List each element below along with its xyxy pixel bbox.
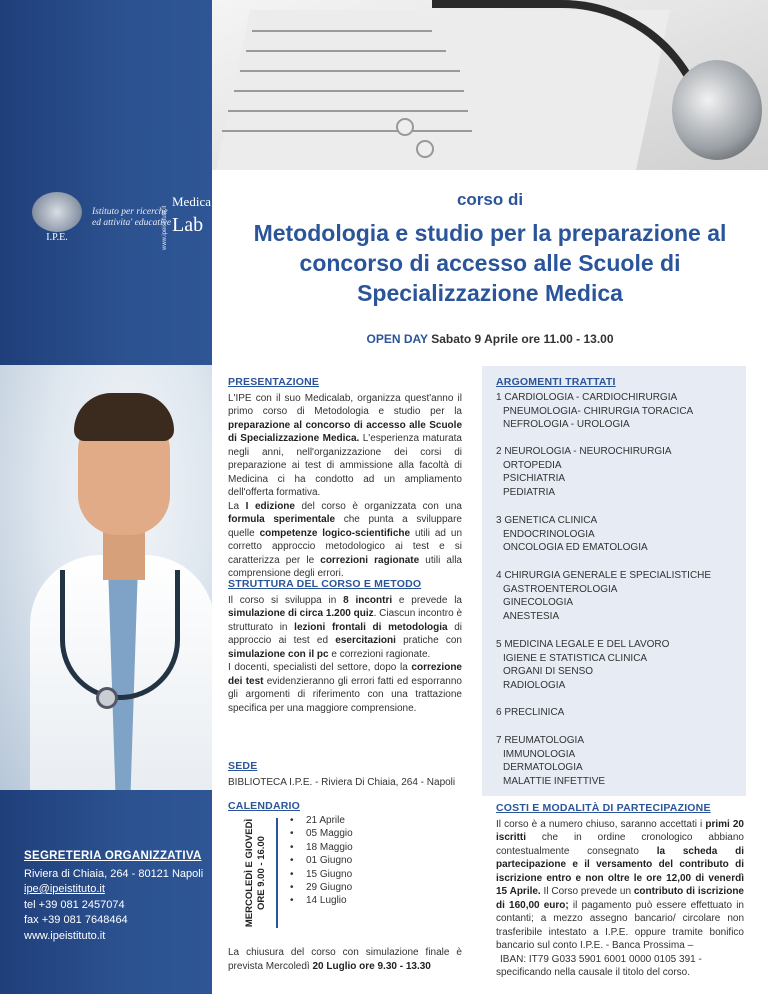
topic-item: PSICHIATRIA: [503, 473, 566, 485]
topic-group-5: [496, 638, 669, 692]
text-run: Il Corso prevede un: [540, 886, 634, 897]
segreteria-email-link[interactable]: ipe@ipeistituto.it: [24, 883, 105, 895]
struttura-section: [228, 578, 462, 715]
text-line-2: [246, 50, 446, 52]
text-run: evidenzieranno gli errori fatti ed esporranno gli argomenti di riferimento con una trattazione specifica per una maggiore comprensione.: [228, 675, 462, 714]
topic-item: 3 GENETICA CLINICA: [496, 515, 598, 526]
presentazione-paragraph-1: [228, 392, 462, 500]
date-item: • 14 Luglio: [290, 894, 353, 907]
calendario-closing: [228, 946, 462, 973]
open-day-text: Sabato 9 Aprile ore 11.00 - 13.00: [431, 332, 614, 346]
text-bold: simulazione di circa 1.200 quiz: [228, 608, 374, 619]
topic-group-7: [496, 734, 605, 788]
hair-shape: [74, 393, 174, 441]
text-run: La chiusura del corso con simulazione finale è prevista Mercoledì: [228, 947, 462, 972]
costi-causale: specificando nella causale il titolo del corso.: [496, 967, 690, 978]
text-run: che punta a sviluppare quelle: [228, 514, 462, 539]
topic-group-3: [496, 514, 648, 555]
topic-item: GASTROENTEROLOGIA: [503, 583, 618, 595]
text-run: I docenti, specialisti del settore, dopo la: [228, 662, 412, 673]
text-bold: correzione dei test: [228, 662, 462, 687]
topic-item: GINECOLOGIA: [503, 597, 574, 609]
costi-iban: IBAN: IT79 G033 5901 6001 0000 0105 391 -: [500, 953, 702, 965]
date-item: • 18 Maggio: [290, 841, 353, 854]
calendario-dates-list: [290, 814, 353, 908]
topic-item: ORTOPEDIA: [503, 459, 562, 471]
calendario-days-vertical: [244, 818, 274, 928]
tagline-line-2: ed attivita' educative: [92, 218, 172, 228]
struttura-title: STRUTTURA DEL CORSO E METODO: [228, 578, 422, 590]
segreteria-web-link[interactable]: www.ipeistituto.it: [24, 929, 106, 942]
text-run: utili alla comprensione degli errori.: [228, 554, 462, 579]
text-run: pratiche con: [395, 635, 462, 646]
text-bold: 8 incontri: [343, 594, 393, 606]
date-item: • 29 Giugno: [290, 881, 353, 894]
topic-item: ANESTESIA: [503, 610, 560, 622]
topic-item: 5 MEDICINA LEGALE E DEL LAVORO: [496, 639, 670, 650]
topic-item: PNEUMOLOGIA- CHIRURGIA TORACICA: [503, 405, 694, 417]
text-run: Il corso si sviluppa in: [228, 594, 344, 606]
topic-group-2: [496, 445, 672, 499]
segreteria-title: SEGRETERIA ORGANIZZATIVA: [24, 850, 202, 862]
date-item: • 15 Giugno: [290, 868, 353, 881]
presentazione-paragraph-2: [228, 500, 462, 581]
argomenti-title: ARGOMENTI TRATTATI: [496, 376, 616, 388]
title-line-3: Specializzazione Medica: [357, 280, 623, 306]
text-run: L'IPE con il suo Medicalab, organizza quest'anno il primo corso di Metodologia e studio per la: [228, 392, 462, 417]
text-bold: competenze logico-scientifiche: [259, 527, 411, 539]
text-run: Il corso è a numero chiuso, saranno accettati i: [496, 818, 706, 830]
struttura-paragraph-1: [228, 594, 462, 662]
text-bold: simulazione con il pc: [228, 648, 329, 660]
argomenti-title-wrap: [496, 376, 616, 392]
text-bold: I edizione: [245, 500, 295, 512]
segreteria-address: Riviera di Chiaia, 264 - 80121 Napoli: [24, 867, 204, 880]
costi-section: [496, 802, 744, 980]
text-bold: preparazione al concorso di accesso alle Scuole di Specializzazione Medica.: [228, 419, 462, 444]
open-day-label: OPEN DAY: [366, 332, 428, 346]
stethoscope-earpiece-icon: [396, 118, 414, 136]
title-line-1: Metodologia e studio per la preparazione al: [253, 220, 727, 246]
text-run: del corso è organizzata con una: [294, 500, 462, 512]
text-line-3: [240, 70, 460, 72]
text-run: che in ordine cronologico abbiano contestualmente consegnato: [496, 832, 744, 857]
text-run: e correzioni ragionate.: [328, 648, 431, 660]
topic-item: 4 CHIRURGIA GENERALE E SPECIALISTICHE: [496, 570, 712, 581]
ipe-logo: [26, 192, 88, 250]
struttura-paragraph-2: [228, 661, 462, 715]
lab-logo-text: Lab: [172, 214, 204, 236]
topic-item: IGIENE E STATISTICA CLINICA: [503, 652, 648, 664]
text-bold: formula sperimentale: [228, 514, 336, 525]
topic-item: 2 NEUROLOGIA - NEUROCHIRURGIA: [496, 446, 672, 457]
segreteria-block: [24, 849, 204, 944]
stethoscope-book-photo: [212, 0, 768, 170]
topic-group-6: [496, 706, 564, 720]
costi-title: COSTI E MODALITÀ DI PARTECIPAZIONE: [496, 802, 711, 814]
ipe-logo-text: I.P.E.: [46, 232, 68, 243]
course-title: [220, 218, 760, 308]
course-overtitle: corso di: [456, 190, 524, 209]
stethoscope-chestpiece-icon: [672, 60, 762, 160]
segreteria-tel: tel +39 081 2457074: [24, 898, 125, 911]
text-line-4: [234, 90, 464, 92]
text-run: . Ciascun incontro è strutturato in: [228, 608, 463, 633]
open-day-line: [212, 332, 768, 346]
stethoscope-icon: [60, 570, 180, 700]
date-item: • 21 Aprile: [290, 814, 353, 827]
medicalab-logo: [162, 188, 211, 250]
calendario-title: CALENDARIO: [228, 800, 300, 812]
tagline-line-1: Istituto per ricerche: [92, 207, 168, 217]
text-line-1: [252, 30, 432, 32]
topic-item: IMMUNOLOGIA: [503, 748, 576, 760]
presentazione-section: [228, 376, 462, 581]
stethoscope-tube-icon: [432, 0, 712, 150]
text-bold: la scheda di partecipazione e il versamento del contributo di iscrizione entro e non oltre le ore 12,00 di venerdì 15 Aprile.: [496, 845, 744, 897]
presentazione-title: PRESENTAZIONE: [228, 376, 320, 388]
title-line-2: concorso di accesso alle Scuole di: [299, 250, 681, 276]
medica-logo-text: Medica: [172, 194, 211, 209]
text-bold: lezioni frontali di metodologia: [294, 621, 448, 633]
days-line-2: ORE 9.00 - 16.00: [256, 836, 267, 910]
stethoscope-earpiece-icon: [416, 140, 434, 158]
days-line-1: MERCOLEDÌ E GIOVEDÌ: [244, 818, 255, 928]
text-run: e prevede la: [392, 594, 462, 606]
topic-item: PEDIATRIA: [503, 486, 556, 498]
sede-text: BIBLIOTECA I.P.E. - Riviera Di Chiaia, 264 - Napoli: [228, 776, 456, 788]
medica-vertical-url: www.ipeistituto.it: [162, 205, 168, 250]
topic-item: DERMATOLOGIA: [503, 762, 583, 774]
topic-item: 7 REUMATOLOGIA: [496, 735, 584, 746]
text-bold: primi 20 iscritti: [496, 818, 744, 843]
text-run: L'esperienza maturata negli anni, nell'organizzazione dei corsi di preparazione ai test di ammissione alla facoltà di Medicina ci ha condotto ad un ampliamento dell'offerta formativa.: [228, 433, 462, 498]
topic-item: ONCOLOGIA ED EMATOLOGIA: [503, 542, 648, 554]
topic-group-1: [496, 391, 693, 432]
calendario-divider: [276, 818, 278, 928]
topic-item: 1 CARDIOLOGIA - CARDIOCHIRURGIA: [496, 392, 678, 403]
ipe-emblem-icon: [32, 192, 82, 232]
text-run: utili ad un corretto approccio metodologico ai test e si caratterizza per le: [228, 527, 463, 566]
text-bold: 20 Luglio ore 9.30 - 13.30: [312, 960, 431, 972]
topic-item: ORGANI DI SENSO: [503, 666, 594, 678]
sede-section: [228, 760, 462, 789]
topic-item: MALATTIE INFETTIVE: [503, 775, 606, 787]
sede-title: SEDE: [228, 760, 258, 772]
text-run: La: [228, 500, 246, 512]
topic-item: ENDOCRINOLOGIA: [503, 528, 595, 540]
topic-item: RADIOLOGIA: [503, 679, 566, 691]
topic-group-4: [496, 569, 711, 623]
doctor-photo: [0, 365, 212, 790]
costi-paragraph: [496, 818, 744, 953]
text-bold: contributo di iscrizione di 160,00 euro;: [496, 886, 744, 911]
date-item: • 01 Giugno: [290, 854, 353, 867]
segreteria-fax: fax +39 081 7648464: [24, 914, 128, 926]
topic-item: NEFROLOGIA - UROLOGIA: [503, 419, 630, 431]
topic-item: 6 PRECLINICA: [496, 707, 565, 718]
days-label: [244, 818, 268, 928]
text-run: di approccio ai test ed: [228, 621, 463, 646]
text-run: il pagamento può essere effettuato in contanti; a mezzo assegno bancario/ circolare non trasferibile intestato a I.P.E. oppure tramite bonifico bancario sul conto I.P.E. - Banca Prossima –: [496, 899, 744, 951]
text-bold: correzioni ragionate: [320, 554, 420, 566]
date-item: • 05 Maggio: [290, 827, 353, 840]
stethoscope-chest-icon: [96, 687, 118, 709]
text-bold: esercitazioni: [335, 635, 396, 646]
ipe-tagline: [92, 207, 171, 229]
